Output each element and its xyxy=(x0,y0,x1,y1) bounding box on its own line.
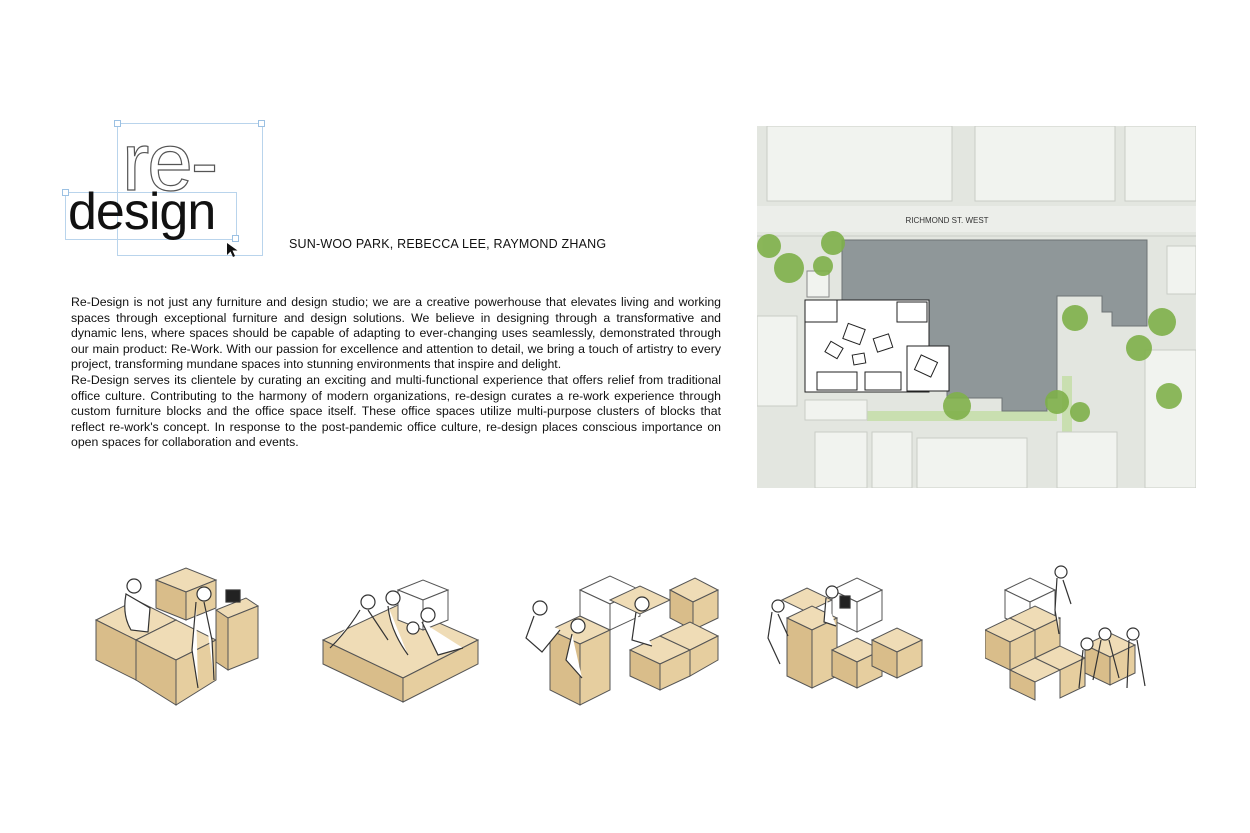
plan-building-south xyxy=(872,432,912,488)
logo-word-re: re- xyxy=(122,117,217,208)
logo-guide-handle xyxy=(114,120,121,127)
description xyxy=(71,295,721,451)
site-plan xyxy=(757,126,1196,488)
plan-building-south xyxy=(1057,432,1117,488)
logo-word-design: design xyxy=(68,183,216,241)
plan-building-west xyxy=(757,316,797,406)
re-design-logo xyxy=(60,118,270,258)
plan-building-east xyxy=(1145,350,1196,488)
plan-office-interior xyxy=(805,300,949,392)
blocks-working-icon xyxy=(86,560,266,710)
plan-building-east xyxy=(1167,246,1196,294)
logo-guide-handle xyxy=(232,235,239,242)
blocks-sitting-icon xyxy=(762,560,927,710)
plan-building-south xyxy=(815,432,867,488)
plan-building-south xyxy=(917,438,1027,488)
street-label: RICHMOND ST. WEST xyxy=(905,216,989,225)
plan-building-north xyxy=(767,126,952,201)
plan-building-north xyxy=(975,126,1115,201)
description-paragraph: Re-Design is not just any furniture and design studio; we are a creative powerhouse that elevates living and working spaces through exceptional furniture and design solutions. We believe in designing through a transformative and dynamic lens, where spaces should be capable of adapting to ever-changing uses seamlessly, demonstrated through our main product: Re-Work. With our passion for excellence and attention to detail, we bring a touch of artistry to every project, transforming mundane spaces into stunning environments that inspire and delight. xyxy=(71,295,721,372)
logo-guide-handle xyxy=(258,120,265,127)
mouse-cursor-icon xyxy=(226,242,242,258)
plan-building-north xyxy=(1125,126,1196,201)
blocks-playing-icon xyxy=(985,560,1165,710)
description-paragraph: Re-Design serves its clientele by curating an exciting and multi-functional experience that offers relief from traditional office culture. Contributing to the harmony of modern organizations, re-design curates a re-work experience through custom furniture blocks and the office space itself. These office spaces utilize multi-purpose clusters of blocks that reflect re-work's concept. In response to the post-pandemic office culture, re-design places conscious importance on open spaces for collaboration and events. xyxy=(71,372,721,450)
authors: SUN-WOO PARK, REBECCA LEE, RAYMOND ZHANG xyxy=(289,237,607,251)
blocks-reading-icon xyxy=(520,560,720,710)
plan-building-south xyxy=(805,400,867,420)
blocks-lounging-icon xyxy=(318,560,483,710)
